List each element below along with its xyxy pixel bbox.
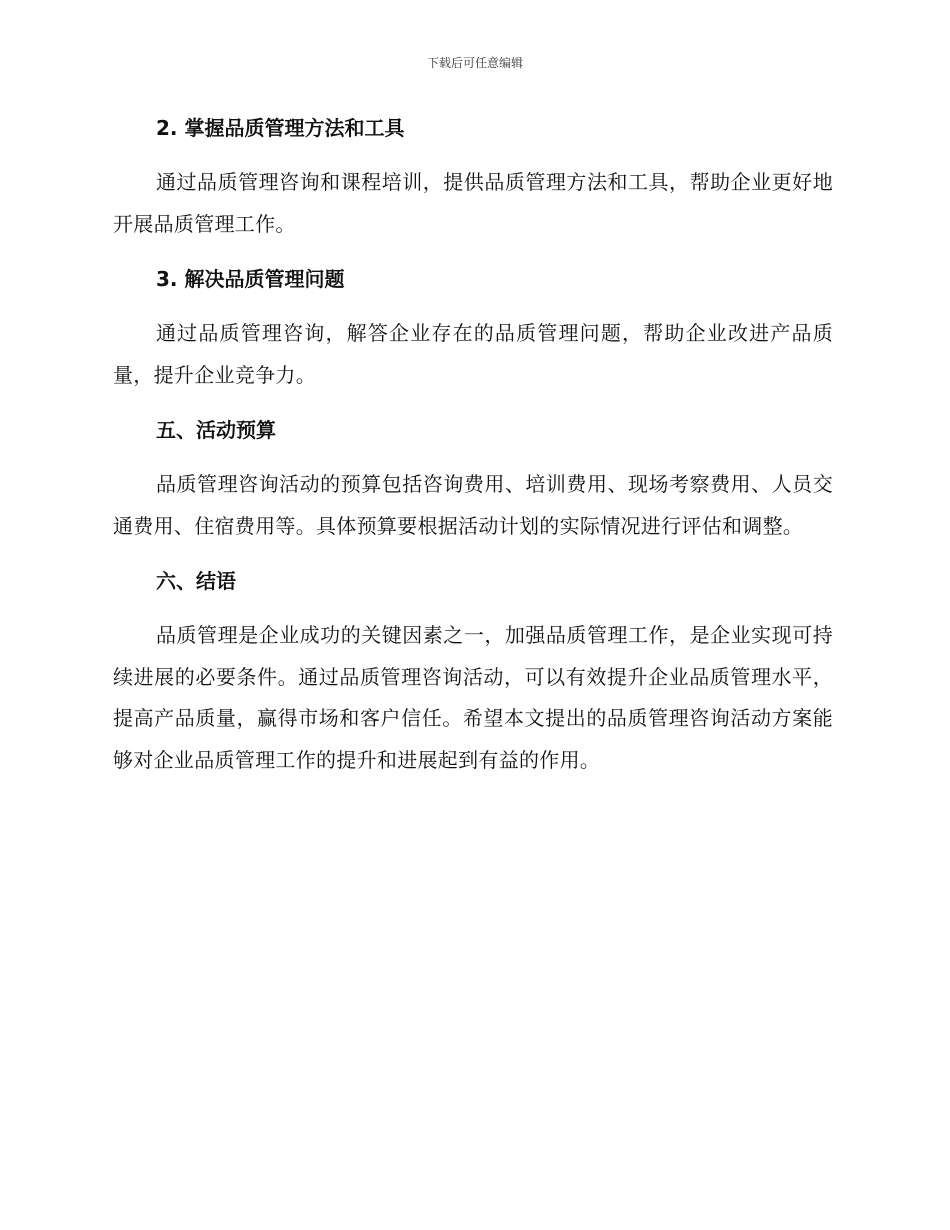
document-body <box>113 110 833 781</box>
section-heading-2: 2. 掌握品质管理方法和工具 <box>156 116 405 140</box>
section-paragraph-3: 通过品质管理咨询，解答企业存在的品质管理问题，帮助企业改进产品质量，提升企业竞争力。 <box>113 321 833 387</box>
section-paragraph-conclusion: 品质管理是企业成功的关键因素之一，加强品质管理工作，是企业实现可持续进展的必要条件。通过品质管理咨询活动，可以有效提升企业品质管理水平，提高产品质量，赢得市场和客户信任。希望本文提出的品质管理咨询活动方案能够对企业品质管理工作的提升和进展起到有益的作用。 <box>113 623 833 772</box>
section-paragraph-budget: 品质管理咨询活动的预算包括咨询费用、培训费用、现场考察费用、人员交通费用、住宿费用等。具体预算要根据活动计划的实际情况进行评估和调整。 <box>113 472 833 538</box>
section-heading-conclusion: 六、结语 <box>156 569 236 593</box>
section-paragraph-2: 通过品质管理咨询和课程培训，提供品质管理方法和工具，帮助企业更好地开展品质管理工作。 <box>113 170 833 236</box>
section-heading-budget: 五、活动预算 <box>156 418 276 442</box>
page-header: 下载后可任意编辑 <box>426 56 523 70</box>
section-heading-3: 3. 解决品质管理问题 <box>156 267 345 291</box>
